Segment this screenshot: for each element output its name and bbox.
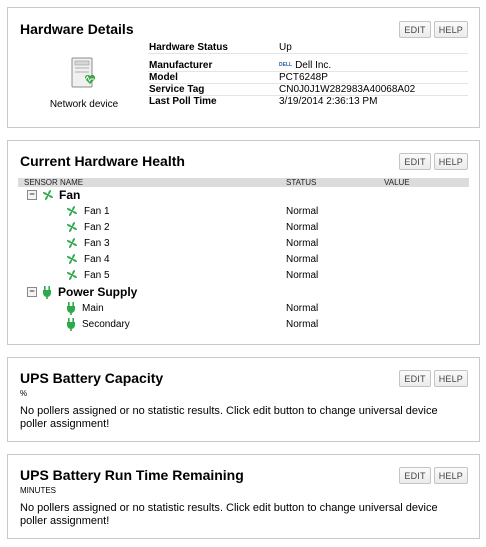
panel-title: UPS Battery Run Time Remaining — [20, 467, 244, 483]
sensor-row — [66, 237, 110, 249]
sensor-name: Fan 2 — [84, 221, 110, 233]
table-row — [148, 96, 468, 108]
sensor-row — [66, 302, 104, 315]
panel-title: Hardware Details — [20, 21, 134, 37]
edit-button[interactable]: EDIT — [399, 370, 430, 387]
fan-icon — [66, 221, 78, 233]
dell-logo: DELL — [279, 62, 293, 68]
fan-icon — [42, 189, 54, 201]
edit-button[interactable]: EDIT — [399, 467, 430, 484]
table-row — [148, 42, 468, 54]
device-caption: Network device — [49, 99, 119, 110]
group-label: Fan — [59, 188, 81, 202]
sensor-name: Fan 5 — [84, 269, 110, 281]
row-label: Model — [148, 72, 278, 84]
panel-buttons — [399, 21, 468, 38]
collapse-toggle-icon[interactable]: − — [27, 190, 37, 200]
sensor-status: Normal — [286, 319, 319, 330]
table-row — [148, 54, 468, 72]
row-value: CN0J0J1W282983A40068A02 — [278, 84, 468, 96]
sensor-row — [66, 221, 110, 233]
help-button[interactable]: HELP — [434, 370, 468, 387]
device-block — [44, 56, 124, 110]
collapse-toggle-icon[interactable]: − — [27, 287, 37, 297]
sensor-name: Secondary — [82, 319, 130, 330]
sensor-status: Normal — [286, 222, 319, 233]
sensor-status: Normal — [286, 238, 319, 249]
status-message: No pollers assigned or no statistic results. Click edit button to change universal device poller assignment! — [20, 502, 438, 527]
sensor-name: Fan 1 — [84, 205, 110, 217]
fan-icon — [66, 269, 78, 281]
table-row — [148, 72, 468, 84]
panel-buttons — [399, 153, 468, 170]
help-button[interactable]: HELP — [434, 21, 468, 38]
row-value-cell — [278, 54, 468, 72]
fan-icon — [66, 253, 78, 265]
row-label: Service Tag — [148, 84, 278, 96]
sensor-row — [66, 253, 110, 265]
sensor-name: Fan 4 — [84, 253, 110, 265]
sensor-status: Normal — [286, 303, 319, 314]
row-label: Manufacturer — [148, 54, 278, 72]
row-value: PCT6248P — [278, 72, 468, 84]
sensor-row — [66, 205, 110, 217]
fan-icon — [66, 237, 78, 249]
fan-icon — [66, 205, 78, 217]
row-value: Up — [278, 42, 468, 54]
table-header — [18, 178, 469, 187]
sensor-row — [66, 269, 110, 281]
table-row — [148, 84, 468, 96]
row-label: Hardware Status — [148, 42, 278, 54]
panel-title: UPS Battery Capacity — [20, 370, 164, 386]
ups-battery-runtime-panel — [7, 454, 480, 539]
status-message: No pollers assigned or no statistic results. Click edit button to change universal device poller assignment! — [20, 405, 438, 430]
row-value: Dell Inc. — [295, 60, 332, 71]
network-device-icon — [67, 77, 101, 94]
row-label: Last Poll Time — [149, 96, 217, 107]
row-value: 3/19/2014 2:36:13 PM — [279, 96, 378, 107]
edit-button[interactable]: EDIT — [399, 21, 430, 38]
help-button[interactable]: HELP — [434, 467, 468, 484]
edit-button[interactable]: EDIT — [399, 153, 430, 170]
power-plug-icon — [66, 302, 76, 315]
hardware-details-table — [148, 42, 468, 107]
ups-battery-capacity-panel — [7, 357, 480, 442]
panel-title: Current Hardware Health — [20, 153, 185, 169]
group-label: Power Supply — [58, 285, 138, 299]
sensor-status: Normal — [286, 206, 319, 217]
sensor-status: Normal — [286, 254, 319, 265]
sensor-group-power-supply[interactable] — [27, 285, 137, 299]
unit-label: % — [20, 389, 28, 398]
sensor-row — [66, 318, 130, 331]
sensor-name: Fan 3 — [84, 237, 110, 249]
unit-label: MINUTES — [20, 486, 56, 495]
sensor-group-fan[interactable] — [27, 188, 80, 202]
column-header-value: VALUE — [384, 178, 410, 187]
power-plug-icon — [42, 286, 52, 299]
panel-buttons — [399, 467, 468, 484]
hardware-details-panel — [7, 7, 480, 128]
power-plug-icon — [66, 318, 76, 331]
hardware-health-panel — [7, 140, 480, 345]
help-button[interactable]: HELP — [434, 153, 468, 170]
sensor-name: Main — [82, 303, 104, 314]
sensor-status: Normal — [286, 270, 319, 281]
column-header-sensor: SENSOR NAME — [24, 178, 84, 187]
panel-buttons — [399, 370, 468, 387]
column-header-status: STATUS — [286, 178, 317, 187]
